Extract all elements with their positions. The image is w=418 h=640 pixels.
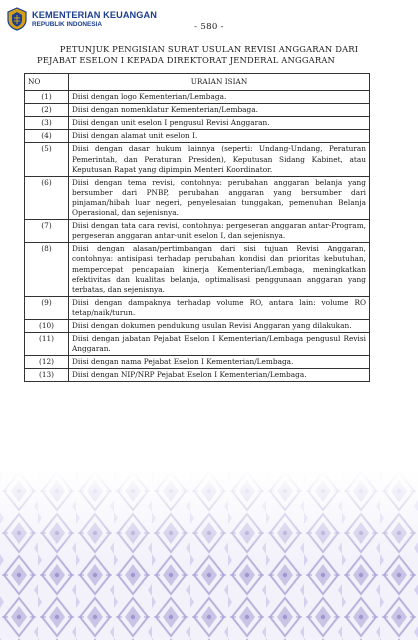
- column-header-description: URAIAN ISIAN: [69, 74, 370, 91]
- row-description: Diisi dengan nama Pejabat Eselon I Kementerian/Lembaga.: [69, 356, 370, 369]
- row-description: Diisi dengan nomenklatur Kementerian/Lembaga.: [69, 104, 370, 117]
- document-title: [36, 44, 382, 66]
- row-description: Diisi dengan tata cara revisi, contohnya: pergeseran anggaran antar-Program, pergeseran anggaran antar-unit eselon I, dan sejenisnya.: [69, 220, 370, 243]
- title-line-2: PEJABAT ESELON I KEPADA DIREKTORAT JENDERAL ANGGARAN: [37, 55, 335, 65]
- org-name: KEMENTERIAN KEUANGAN: [32, 9, 158, 20]
- row-number: (7): [25, 220, 69, 243]
- row-description: Diisi dengan jabatan Pejabat Eselon I Kementerian/Lembaga pengusul Revisi Anggaran.: [69, 333, 370, 356]
- row-number: (5): [25, 143, 69, 176]
- row-number: (6): [25, 176, 69, 219]
- row-description: Diisi dengan alasan/pertimbangan dari sisi tujuan Revisi Anggaran, contohnya: antisipasi terhadap perubahan kondisi dan prioritas kebutuhan, mempercepat pencapaian kinerja Kementerian/Lembaga, meningkatkan efektivitas dan kualitas belanja, optimalisasi penggunaan anggaran yang terbatas, dan sejenisnya.: [69, 243, 370, 296]
- row-description: Diisi dengan dokumen pendukung usulan Revisi Anggaran yang dilakukan.: [69, 319, 370, 332]
- row-number: (2): [25, 104, 69, 117]
- table-row: [25, 130, 370, 143]
- table-row: [25, 356, 370, 369]
- row-number: (13): [25, 369, 69, 382]
- row-number: (3): [25, 117, 69, 130]
- table-row: [25, 319, 370, 332]
- row-number: (8): [25, 243, 69, 296]
- column-header-no: NO: [25, 74, 69, 91]
- table-row: [25, 91, 370, 104]
- table-row: [25, 243, 370, 296]
- row-number: (4): [25, 130, 69, 143]
- table-row: [25, 296, 370, 319]
- table-row: [25, 104, 370, 117]
- table-row: [25, 333, 370, 356]
- table-row: [25, 220, 370, 243]
- table-row: [25, 176, 370, 219]
- row-description: Diisi dengan NIP/NRP Pejabat Eselon I Kementerian/Lembaga.: [69, 369, 370, 382]
- org-sub: REPUBLIK INDONESIA: [32, 20, 102, 28]
- row-description: Diisi dengan unit eselon I pengusul Revisi Anggaran.: [69, 117, 370, 130]
- row-description: Diisi dengan tema revisi, contohnya: perubahan anggaran belanja yang bersumber dari PNBP, perubahan anggaran yang bersumber dari pinjaman/hibah luar negeri, penyelesaian tunggakan, pemenuhan Belanja Operasional, dan sejenisnya.: [69, 176, 370, 219]
- row-description: Diisi dengan alamat unit eselon I.: [69, 130, 370, 143]
- row-number: (1): [25, 91, 69, 104]
- row-number: (11): [25, 333, 69, 356]
- row-description: Diisi dengan logo Kementerian/Lembaga.: [69, 91, 370, 104]
- table-row: [25, 117, 370, 130]
- page-number: - 580 -: [194, 22, 224, 32]
- title-line-1: PETUNJUK PENGISIAN SURAT USULAN REVISI ANGGARAN DARI: [59, 44, 359, 54]
- row-number: (12): [25, 356, 69, 369]
- instructions-table: [24, 73, 370, 382]
- row-number: (9): [25, 296, 69, 319]
- row-number: (10): [25, 319, 69, 332]
- table-row: [25, 143, 370, 176]
- batik-pattern-footer: [0, 470, 418, 640]
- row-description: Diisi dengan dasar hukum lainnya (seperti: Undang-Undang, Peraturan Pemerintah, dan Peraturan Presiden), Keputusan Sidang Kabinet, atau Keputusan Rapat yang dipimpin Menteri Koordinator.: [69, 143, 370, 176]
- row-description: Diisi dengan dampaknya terhadap volume RO, antara lain: volume RO tetap/naik/turun.: [69, 296, 370, 319]
- table-header-row: [25, 74, 370, 91]
- table-row: [25, 369, 370, 382]
